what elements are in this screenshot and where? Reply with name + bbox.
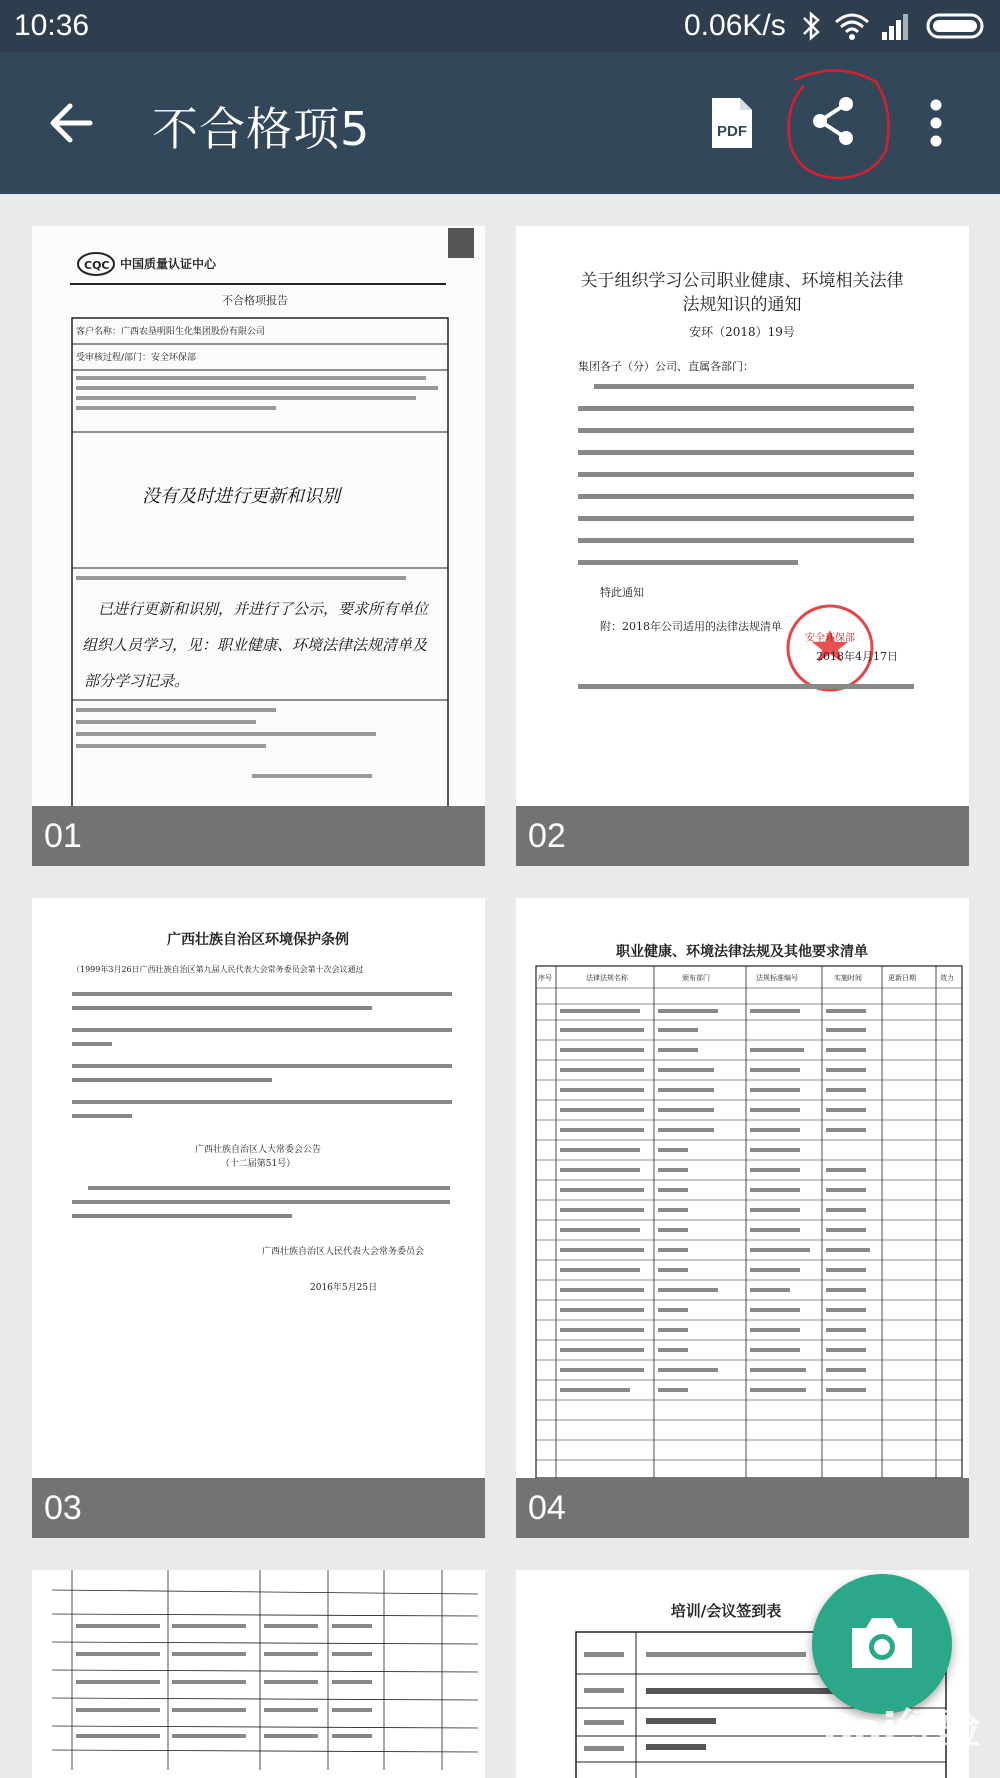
page-number-04: 04 [516, 1478, 969, 1538]
network-speed: 0.06K/s [684, 9, 786, 42]
doc04-header-0: 序号 [538, 974, 552, 982]
page-thumbnail-01[interactable] [32, 226, 485, 866]
doc04-header-4: 实施时间 [834, 974, 862, 982]
camera-icon [848, 1614, 916, 1676]
doc04-header-1: 法律法规名称 [586, 974, 628, 982]
doc01-report-title: 不合格项报告 [222, 294, 288, 307]
red-annotation-circle [780, 66, 896, 184]
doc02-attachment: 附：2018年公司适用的法律法规清单 [600, 620, 782, 633]
doc04-header-3: 法规标准编号 [756, 974, 798, 982]
page-thumbnail-05[interactable] [32, 1570, 485, 1778]
page-image-03 [32, 898, 485, 1478]
doc01-handwriting-fix2: 组织人员学习，见：职业健康、环境法律法规清单及 [82, 636, 428, 654]
more-options-icon[interactable] [928, 98, 944, 152]
status-time: 10:36 [14, 9, 90, 42]
doc01-org: 中国质量认证中心 [120, 257, 217, 271]
bluetooth-icon [800, 10, 824, 46]
signal-icon [880, 10, 912, 46]
page-number-03: 03 [32, 1478, 485, 1538]
doc02-doc-no: 安环（2018）19号 [689, 325, 795, 339]
doc01-client: 客户名称：广西农垦明阳生化集团股份有限公司 [76, 327, 266, 337]
doc02-recipient: 集团各子（分）公司、直属各部门： [578, 360, 754, 373]
wifi-icon [834, 10, 870, 46]
page-thumbnail-04[interactable] [516, 898, 969, 1538]
doc01-dept: 受审核过程/部门：安全环保部 [76, 353, 197, 363]
doc02-seal-text: 安全环保部 [805, 633, 855, 644]
page-thumbnail-02[interactable] [516, 226, 969, 866]
page-number-01: 01 [32, 806, 485, 866]
doc02-date: 2018年4月17日 [816, 650, 898, 663]
doc04-header-5: 更新日期 [888, 974, 916, 982]
doc03-line1: （1999年3月26日广西壮族自治区第九届人民代表大会常务委员会第十次会议通过 [72, 965, 364, 974]
page-grid [0, 194, 1000, 1778]
doc03-announce: 广西壮族自治区人大常委会公告 [194, 1145, 322, 1155]
doc03-announce-no: （十二届第51号） [220, 1159, 296, 1169]
doc04-title: 职业健康、环境法律法规及其他要求清单 [616, 944, 868, 960]
doc03-date: 2016年5月25日 [310, 1283, 378, 1293]
pdf-export-icon[interactable] [710, 96, 754, 154]
page-image-05 [32, 1570, 485, 1778]
page-thumbnail-03[interactable] [32, 898, 485, 1538]
doc02-title-line2: 法规知识的通知 [682, 295, 802, 315]
doc03-title: 广西壮族自治区环境保护条例 [167, 932, 349, 948]
page-image-01 [32, 226, 485, 806]
page-title: 不合格项5 [152, 102, 371, 156]
doc04-header-6: 效力 [940, 974, 954, 982]
camera-fab-button[interactable] [812, 1574, 952, 1714]
page-image-04 [516, 898, 969, 1478]
doc02-closing: 特此通知 [600, 586, 644, 599]
page-image-02 [516, 226, 969, 806]
doc01-handwriting-cause: 没有及时进行更新和识别 [142, 486, 340, 507]
svg-text:CQC: CQC [84, 259, 110, 272]
doc06-title: 培训/会议签到表 [670, 1602, 782, 1620]
app-bar [0, 52, 1000, 194]
svg-text:PDF: PDF [717, 123, 747, 140]
battery-icon [926, 10, 988, 46]
page-number-02: 02 [516, 806, 969, 866]
back-arrow-icon[interactable] [48, 100, 94, 150]
doc04-header-2: 颁布部门 [682, 974, 710, 982]
watermark: Bai经验 [822, 1704, 981, 1753]
status-bar [0, 0, 1000, 52]
doc02-title-line1: 关于组织学习公司职业健康、环境相关法律 [580, 271, 904, 291]
doc03-issuer: 广西壮族自治区人民代表大会常务委员会 [262, 1247, 425, 1257]
doc01-handwriting-fix1: 已进行更新和识别，并进行了公示，要求所有单位 [98, 600, 429, 618]
doc01-handwriting-fix3: 部分学习记录。 [84, 672, 190, 690]
